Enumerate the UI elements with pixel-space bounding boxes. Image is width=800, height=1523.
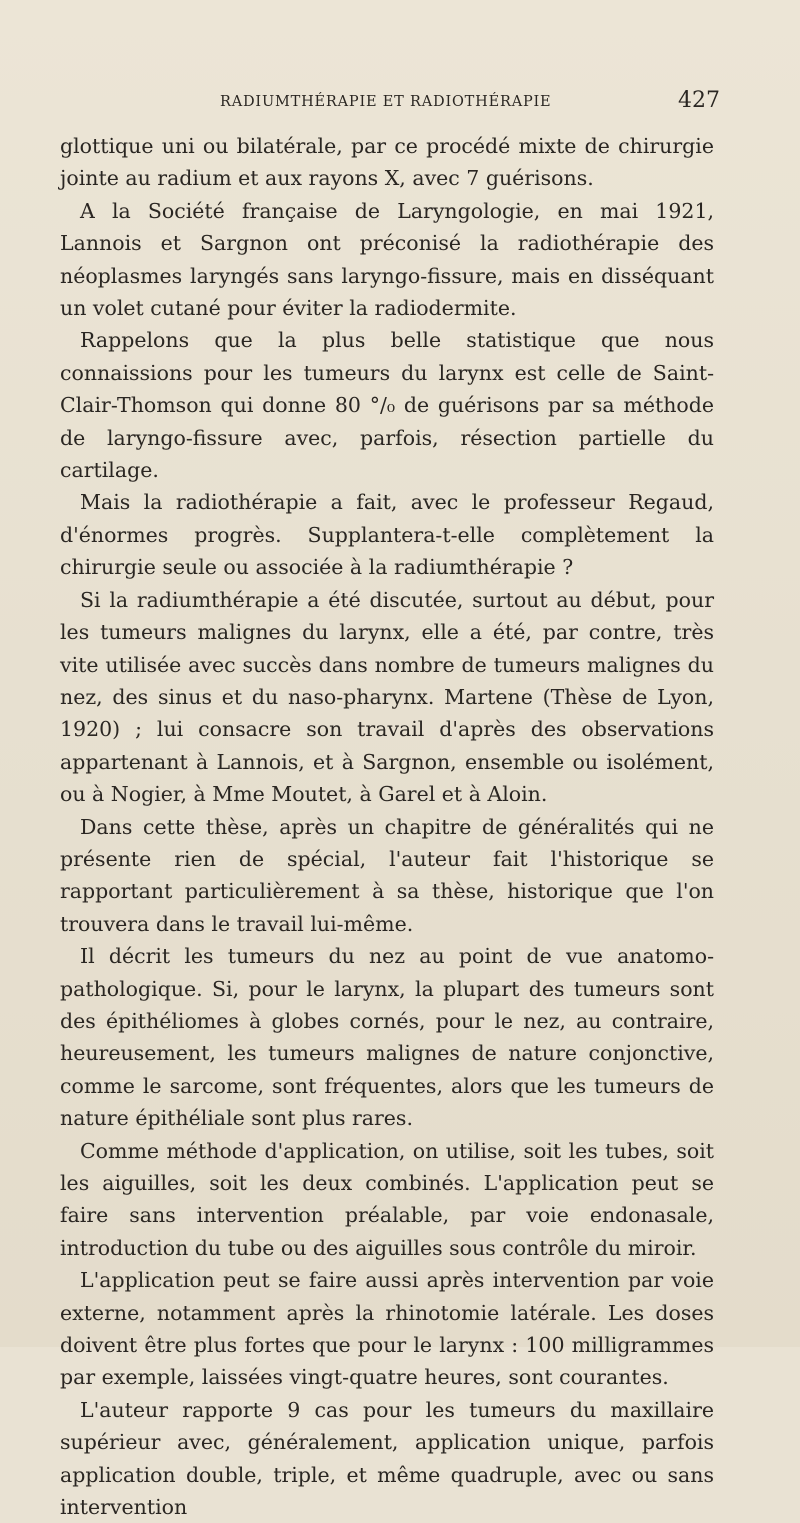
page-body bbox=[60, 130, 714, 1523]
paragraph-10: L'auteur rapporte 9 cas pour les tumeurs du maxillaire supérieur avec, généralement, application unique, parfois application double, triple, et même quadruple, avec ou sans intervention bbox=[60, 1397, 714, 1520]
page-header bbox=[60, 88, 720, 120]
paragraph-2: A la Société française de Laryngologie, en mai 1921, Lannois et Sargnon ont préconisé la radiothérapie des néoplasmes laryngés sans laryngo-fissure, mais en disséquant un volet cutané pour éviter la radiodermite. bbox=[60, 198, 714, 321]
paragraph-1: glottique uni ou bilatérale, par ce procédé mixte de chirurgie jointe au radium et aux rayons X, avec 7 guérisons. bbox=[60, 134, 714, 191]
paragraph-3: Rappelons que la plus belle statistique que nous connaissions pour les tumeurs du larynx est celle de Saint-Clair-Thomson qui donne 80 °/₀ de guérisons par sa méthode de laryngo-fissure avec, parfois, résection partielle du cartilage. bbox=[60, 328, 714, 483]
paragraph-8: Comme méthode d'application, on utilise, soit les tubes, soit les aiguilles, soit les deux combinés. L'application peut se faire sans intervention préalable, par voie endonasale, introduction du tube ou des aiguilles sous contrôle du miroir. bbox=[60, 1138, 714, 1260]
paragraph-7: Il décrit les tumeurs du nez au point de vue anatomo-pathologique. Si, pour le larynx, la plupart des tumeurs sont des épithéliomes à globes cornés, pour le nez, au contraire, heureusement, les tumeurs malignes de nature conjonctive, comme le sarcome, sont fréquentes, alors que les tumeurs de nature épithéliale sont plus rares. bbox=[60, 944, 714, 1131]
paragraph-6: Dans cette thèse, après un chapitre de généralités qui ne présente rien de spécial, l'auteur fait l'historique se rapportant particulièrement à sa thèse, historique que l'on trouvera dans le travail lui-même. bbox=[60, 814, 714, 936]
running-head: RADIUMTHÉRAPIE ET RADIOTHÉRAPIE bbox=[220, 94, 552, 110]
paragraph-4: Mais la radiothérapie a fait, avec le professeur Regaud, d'énormes progrès. Supplantera-t-elle complètement la chirurgie seule ou associée à la radiumthérapie ? bbox=[60, 490, 714, 580]
page-number: 427 bbox=[678, 88, 720, 113]
paragraph-5: Si la radiumthérapie a été discutée, surtout au début, pour les tumeurs malignes du larynx, elle a été, par contre, très vite utilisée avec succès dans nombre de tumeurs malignes du nez, des sinus et du naso-pharynx. Martene (Thèse de Lyon, 1920) ; lui consacre son travail d'après des observations appartenant à Lannois, et à Sargnon, ensemble ou isolément, ou à Nogier, à Mme Moutet, à Garel et à Aloin. bbox=[60, 587, 714, 807]
paragraph-9: L'application peut se faire aussi après intervention par voie externe, notamment après la rhinotomie latérale. Les doses doivent être plus fortes que pour le larynx : 100 milligrammes par exemple, laissées vingt-quatre heures, sont courantes. bbox=[60, 1268, 714, 1390]
